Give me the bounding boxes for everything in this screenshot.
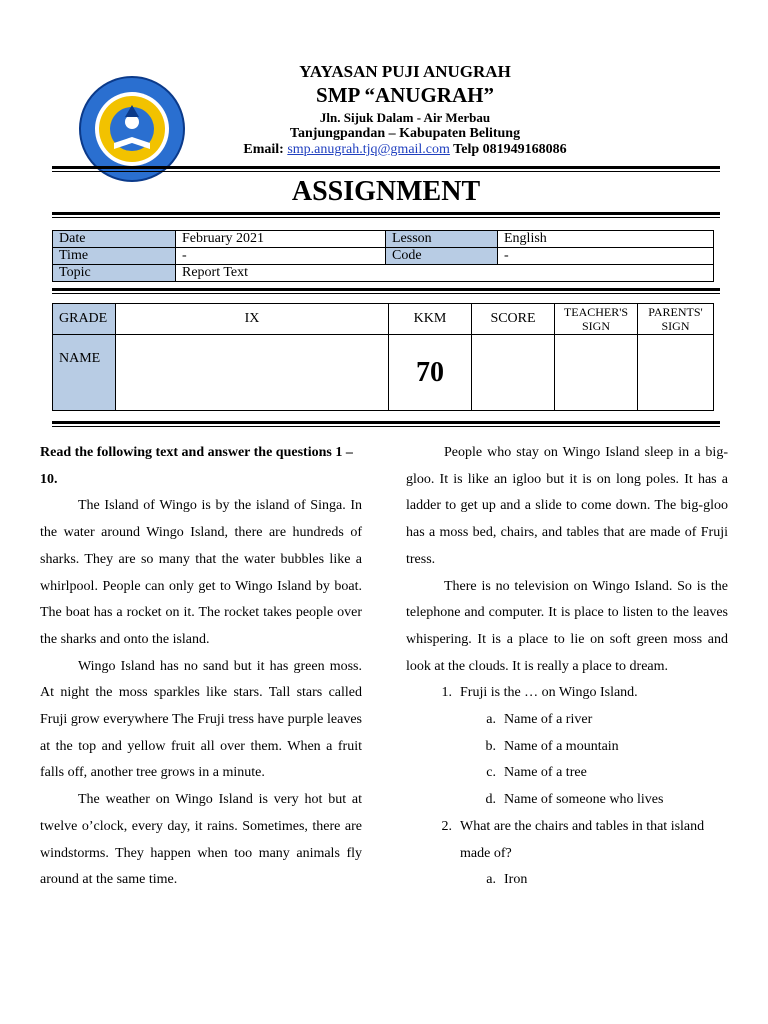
info-row-time xyxy=(53,248,714,265)
grade-rule-thick xyxy=(52,421,720,424)
grade-row xyxy=(53,304,714,335)
instruction: Read the following text and answer the questions 1 – 10. xyxy=(40,445,353,487)
score-field[interactable] xyxy=(472,335,555,411)
topic-value: Report Text xyxy=(176,265,714,282)
code-value: - xyxy=(498,248,714,265)
question-number: 1. xyxy=(441,685,452,701)
kkm-label: KKM xyxy=(389,304,472,335)
question-1 xyxy=(406,680,728,707)
lesson-value: English xyxy=(498,231,714,248)
name-row xyxy=(53,335,714,411)
lesson-label: Lesson xyxy=(386,231,498,248)
question-text: Fruji is the … on Wingo Island. xyxy=(460,685,638,701)
teacher-sign-label: TEACHER'S SIGN xyxy=(555,304,638,335)
time-value: - xyxy=(176,248,386,265)
teacher-sign-field[interactable] xyxy=(555,335,638,411)
reading-text-left xyxy=(40,440,362,894)
info-rule-thin xyxy=(52,293,720,294)
option-text: Iron xyxy=(504,872,528,888)
score-label: SCORE xyxy=(472,304,555,335)
time-label: Time xyxy=(53,248,176,265)
option-text: Name of a river xyxy=(504,712,593,728)
answer-option[interactable] xyxy=(406,760,728,787)
name-field[interactable] xyxy=(116,335,389,411)
page-title: ASSIGNMENT xyxy=(291,176,481,207)
grade-table xyxy=(52,303,714,411)
code-label: Code xyxy=(386,248,498,265)
address-line-1: Jln. Sijuk Dalam - Air Merbau xyxy=(319,110,491,125)
title-rule-thin xyxy=(52,217,720,218)
email-link[interactable]: smp.anugrah.tjq@gmail.com xyxy=(287,142,450,157)
school-name: SMP “ANUGRAH” xyxy=(316,83,494,107)
option-letter: c. xyxy=(486,765,496,781)
date-label: Date xyxy=(53,231,176,248)
phone-number: Telp 081949168086 xyxy=(453,142,567,157)
reading-text-right xyxy=(406,440,728,894)
grade-value: IX xyxy=(116,304,389,335)
option-text: Name of someone who lives xyxy=(504,792,664,808)
contact-line xyxy=(190,142,620,158)
assignment-info-table xyxy=(52,230,714,282)
answer-option[interactable] xyxy=(406,787,728,814)
option-text: Name of a mountain xyxy=(504,738,619,754)
paragraph-1: The Island of Wingo is by the island of Singa. In the water around Wingo Island, there are hundreds of sharks. They are so many that the water bubbles like a whirlpool. People can only get to Wingo Island by boat. The boat has a rocket on it. The rocket takes people over the sharks and onto the island. xyxy=(40,498,362,647)
foundation-name: YAYASAN PUJI ANUGRAH xyxy=(299,62,511,81)
parents-sign-field[interactable] xyxy=(638,335,714,411)
address-line-2: Tanjungpandan – Kabupaten Belitung xyxy=(289,126,521,141)
answer-option[interactable] xyxy=(406,867,728,894)
parents-sign-label: PARENTS' SIGN xyxy=(638,304,714,335)
name-label: NAME xyxy=(53,335,116,411)
question-2 xyxy=(406,814,728,867)
paragraph-3: The weather on Wingo Island is very hot but at twelve o’clock, every day, it rains. Sometimes, there are windstorms. They happen when too many animals fly around at the same time. xyxy=(40,792,362,888)
answer-option[interactable] xyxy=(406,734,728,761)
header-rule-thin xyxy=(52,171,720,172)
option-letter: b. xyxy=(485,738,496,754)
topic-label: Topic xyxy=(53,265,176,282)
option-letter: a. xyxy=(486,872,496,888)
option-letter: a. xyxy=(486,712,496,728)
option-text: Name of a tree xyxy=(504,765,587,781)
info-row-date xyxy=(53,231,714,248)
title-rule-thick xyxy=(52,212,720,215)
email-label: Email: xyxy=(243,142,284,157)
kkm-value: 70 xyxy=(389,335,472,411)
info-rule-thick xyxy=(52,288,720,291)
grade-rule-thin xyxy=(52,426,720,427)
grade-label: GRADE xyxy=(53,304,116,335)
paragraph-5: There is no television on Wingo Island. So is the telephone and computer. It is place to listen to the leaves whispering. It is a place to lie on soft green moss and look at the clouds. It is really a place to dream. xyxy=(406,578,728,674)
option-letter: d. xyxy=(485,792,496,808)
answer-option[interactable] xyxy=(406,707,728,734)
paragraph-2: Wingo Island has no sand but it has green moss. At night the moss sparkles like stars. Tall stars called Fruji grow everywhere The Fruji tress have purple leaves at the top and yellow fruit all over them. When a fruit falls off, another tree grows in a minute. xyxy=(40,658,362,781)
info-row-topic xyxy=(53,265,714,282)
paragraph-4: People who stay on Wingo Island sleep in a big-gloo. It is like an igloo but it is on long poles. It has a ladder to get up and a slide to come down. The big-gloo has a moss bed, chairs, and tables that are made of Fruji tress. xyxy=(406,445,728,567)
date-value: February 2021 xyxy=(176,231,386,248)
question-text: What are the chairs and tables in that island made of? xyxy=(460,818,705,861)
header-rule-thick xyxy=(52,166,720,169)
question-number: 2. xyxy=(441,818,452,834)
